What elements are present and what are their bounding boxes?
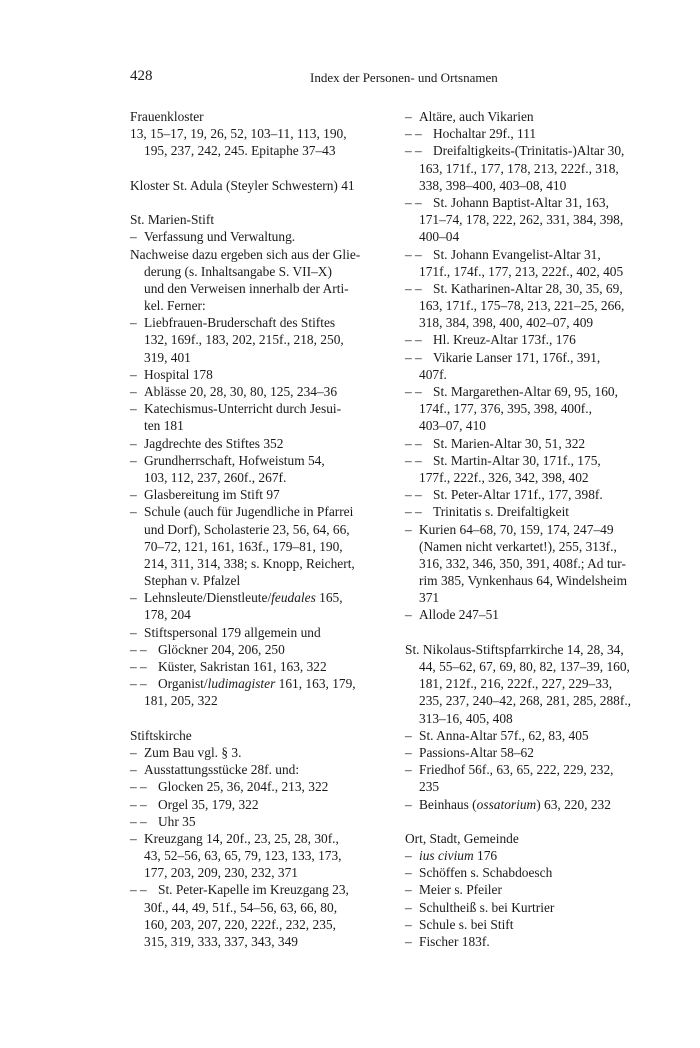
entry-text: 318, 384, 398, 400, 402–07, 409 <box>419 315 594 331</box>
entry-text: Orgel 35, 179, 322 <box>158 796 259 812</box>
index-entry-line <box>405 503 661 520</box>
index-entry-line <box>130 142 386 159</box>
index-entry-line <box>130 899 386 916</box>
entry-text: 315, 319, 333, 337, 343, 349 <box>144 934 298 949</box>
index-entry-line <box>405 435 661 452</box>
index-entry-line <box>405 555 661 572</box>
entry-text: Hospital 178 <box>144 366 213 382</box>
entry-italic: ius civium <box>419 848 474 864</box>
entry-text: Friedhof 56f., 63, 65, 222, 229, 232, <box>419 762 614 778</box>
entry-text: 181, 212f., 216, 222f., 227, 229–33, <box>419 676 613 692</box>
index-entry-line <box>405 899 661 916</box>
subentry-dash <box>405 744 419 761</box>
index-entry-line <box>405 366 661 383</box>
subentry-dash <box>130 641 158 658</box>
subentry-dash <box>405 899 419 916</box>
index-entry-line <box>405 486 661 503</box>
index-entry-line <box>130 263 386 280</box>
index-entry-line <box>405 383 661 400</box>
subentry-dash <box>405 881 419 898</box>
entry-text: Organist/ <box>158 676 208 692</box>
index-entry-line <box>405 228 661 245</box>
entry-text: 30f., 44, 49, 51f., 54–56, 63, 66, 80, <box>144 899 338 915</box>
index-entry-line <box>130 847 386 864</box>
index-entry-line <box>405 194 661 211</box>
entry-text: Kurien 64–68, 70, 159, 174, 247–49 <box>419 521 614 537</box>
index-entry-line <box>130 589 386 606</box>
entry-text: Lehnsleute/Dienstleute/ <box>144 590 272 606</box>
subentry-dash <box>405 916 419 933</box>
subentry-dash <box>130 830 144 847</box>
entry-text: 316, 332, 346, 350, 391, 408f.; Ad tur- <box>419 555 626 571</box>
entry-text: Vikarie Lanser 171, 176f., 391, <box>433 349 601 365</box>
index-entry-line <box>405 331 661 348</box>
index-entry-line <box>405 727 661 744</box>
entry-text: 160, 203, 207, 220, 222f., 232, 235, <box>144 916 336 932</box>
index-entry-line <box>130 744 386 761</box>
index-entry-line <box>405 881 661 898</box>
entry-text: Schule (auch für Jugendliche in Pfarrei <box>144 504 354 520</box>
subentry-dash <box>130 658 158 675</box>
entry-text: 163, 171f., 175–78, 213, 221–25, 266, <box>419 298 625 314</box>
entry-text: Zum Bau vgl. § 3. <box>144 744 242 760</box>
entry-text: Kreuzgang 14, 20f., 23, 25, 28, 30f., <box>144 830 339 846</box>
entry-text: Altäre, auch Vikarien <box>419 109 534 124</box>
index-entry-line <box>405 142 661 159</box>
entry-text: Meier s. Pfeiler <box>419 882 502 898</box>
index-entry-line <box>405 606 661 623</box>
entry-text: St. Johann Evangelist-Altar 31, <box>433 246 601 262</box>
index-entry-line <box>130 469 386 486</box>
subentry-dash <box>130 744 144 761</box>
index-entry-line <box>405 263 661 280</box>
blank-line <box>405 813 661 830</box>
subentry-dash <box>130 624 144 641</box>
index-entry-line <box>405 710 661 727</box>
index-entry-line <box>405 469 661 486</box>
index-entry-line <box>130 314 386 331</box>
entry-text: 43, 52–56, 63, 65, 79, 123, 133, 173, <box>144 848 342 864</box>
entry-text: 338, 398–400, 403–08, 410 <box>419 177 567 193</box>
blank-line <box>130 194 386 211</box>
index-entry-line <box>130 675 386 692</box>
index-entry-line <box>405 658 661 675</box>
entry-text: Liebfrauen-Bruderschaft des Stiftes <box>144 315 336 331</box>
entry-text: Nachweise dazu ergeben sich aus der Glie- <box>130 246 361 262</box>
entry-italic: ossatorium <box>476 796 537 812</box>
entry-text: 313–16, 405, 408 <box>419 710 513 726</box>
entry-text: und Dorf), Scholasterie 23, 56, 64, 66, <box>144 521 350 537</box>
subentry-dash <box>405 435 433 452</box>
index-entry-line <box>130 572 386 589</box>
entry-text-after: ) 63, 220, 232 <box>536 796 611 812</box>
index-entry-line <box>130 727 386 744</box>
index-entry-line <box>405 589 661 606</box>
subentry-dash <box>130 778 158 795</box>
running-title: Index der Personen- und Ortsnamen <box>310 70 498 85</box>
index-entry-line <box>130 538 386 555</box>
entry-text: 235, 237, 240–42, 268, 281, 285, 288f., <box>419 693 632 709</box>
entry-text: Küster, Sakristan 161, 163, 322 <box>158 659 327 674</box>
subentry-dash <box>405 761 419 778</box>
index-entry-line <box>405 761 661 778</box>
subentry-dash <box>405 864 419 881</box>
index-entry-line <box>130 452 386 469</box>
entry-text: St. Anna-Altar 57f., 62, 83, 405 <box>419 727 589 743</box>
index-entry-line <box>130 658 386 675</box>
subentry-dash <box>405 847 419 864</box>
index-entry-line <box>130 813 386 830</box>
entry-text: St. Peter-Kapelle im Kreuzgang 23, <box>158 882 349 898</box>
page-number: 428 <box>130 68 153 84</box>
index-entry-line <box>130 383 386 400</box>
subentry-dash <box>405 521 419 538</box>
entry-text: Frauenkloster <box>130 109 204 124</box>
entry-text: 371 <box>419 590 440 606</box>
entry-text: St. Peter-Altar 171f., 177, 398f. <box>433 487 603 503</box>
subentry-dash <box>130 503 144 520</box>
blank-line <box>405 624 661 641</box>
index-entry-line <box>405 125 661 142</box>
entry-text: 403–07, 410 <box>419 418 486 434</box>
index-entry-line <box>130 916 386 933</box>
subentry-dash <box>130 796 158 813</box>
index-entry-line <box>130 125 386 142</box>
subentry-dash <box>405 194 433 211</box>
index-entry-line <box>405 796 661 813</box>
index-entry-line <box>130 641 386 658</box>
index-entry-line <box>130 864 386 881</box>
entry-text: Uhr 35 <box>158 813 196 829</box>
index-entry-line <box>405 108 661 125</box>
index-entry-line <box>405 933 661 950</box>
subentry-dash <box>130 761 144 778</box>
entry-text: Katechismus-Unterricht durch Jesui- <box>144 401 342 417</box>
index-entry-line <box>130 761 386 778</box>
subentry-dash <box>130 486 144 503</box>
entry-text: 103, 112, 237, 260f., 267f. <box>144 469 287 485</box>
entry-text: 319, 401 <box>144 349 191 365</box>
entry-text: Schultheiß s. bei Kurtrier <box>419 899 555 915</box>
index-entry-line <box>130 692 386 709</box>
entry-text: 163, 171f., 177, 178, 213, 222f., 318, <box>419 160 619 176</box>
entry-text: Jagdrechte des Stiftes 352 <box>144 435 284 451</box>
index-entry-line <box>130 246 386 263</box>
index-entry-line <box>405 417 661 434</box>
subentry-dash <box>405 125 433 142</box>
index-entry-line <box>405 538 661 555</box>
index-entry-line <box>130 280 386 297</box>
entry-text: 13, 15–17, 19, 26, 52, 103–11, 113, 190, <box>130 126 347 142</box>
subentry-dash <box>130 675 158 692</box>
index-entry-line <box>130 331 386 348</box>
index-entry-line <box>405 847 661 864</box>
index-entry-line <box>130 521 386 538</box>
entry-italic: ludimagister <box>207 676 276 692</box>
index-entry-line <box>405 830 661 847</box>
entry-text: (Namen nicht verkartet!), 255, 313f., <box>419 538 617 554</box>
entry-text: 195, 237, 242, 245. Epitaphe 37–43 <box>144 143 336 159</box>
index-entry-line <box>405 744 661 761</box>
blank-line <box>130 160 386 177</box>
index-entry-line <box>130 177 386 194</box>
subentry-dash <box>130 383 144 400</box>
index-entry-line <box>130 881 386 898</box>
entry-text: Dreifaltigkeits-(Trinitatis-)Altar 30, <box>433 143 625 159</box>
subentry-dash <box>130 589 144 606</box>
subentry-dash <box>405 727 419 744</box>
entry-text: 174f., 177, 376, 395, 398, 400f., <box>419 401 592 417</box>
entry-text: Glocken 25, 36, 204f., 213, 322 <box>158 779 329 795</box>
subentry-dash <box>130 400 144 417</box>
entry-italic: feudales <box>271 590 316 606</box>
entry-text: 70–72, 121, 161, 163f., 179–81, 190, <box>144 538 343 554</box>
entry-text: Passions-Altar 58–62 <box>419 744 534 760</box>
index-entry-line <box>130 933 386 950</box>
subentry-dash <box>405 331 433 348</box>
index-entry-line <box>130 400 386 417</box>
blank-line <box>130 710 386 727</box>
entry-text: Ablässe 20, 28, 30, 80, 125, 234–36 <box>144 384 338 399</box>
index-entry-line <box>405 675 661 692</box>
entry-text: Hochaltar 29f., 111 <box>433 126 537 142</box>
index-entry-line <box>130 435 386 452</box>
index-entry-line <box>130 108 386 125</box>
entry-text: Hl. Kreuz-Altar 173f., 176 <box>433 332 576 348</box>
index-entry-line <box>130 503 386 520</box>
entry-text: 181, 205, 322 <box>144 693 218 709</box>
entry-text: Stiftskirche <box>130 727 192 743</box>
entry-text: 171f., 174f., 177, 213, 222f., 402, 405 <box>419 263 624 279</box>
entry-text: Allode 247–51 <box>419 607 499 623</box>
index-entry-line <box>130 417 386 434</box>
entry-text: 407f. <box>419 366 447 382</box>
index-entry-line <box>130 555 386 572</box>
entry-text: 177, 203, 209, 230, 232, 371 <box>144 865 298 881</box>
entry-text: Verfassung und Verwaltung. <box>144 229 296 245</box>
entry-text: Ort, Stadt, Gemeinde <box>405 830 519 846</box>
subentry-dash <box>405 349 433 366</box>
entry-text: Ausstattungsstücke 28f. und: <box>144 762 300 778</box>
entry-text: und den Verweisen innerhalb der Arti- <box>144 280 349 296</box>
entry-text: 400–04 <box>419 229 460 245</box>
subentry-dash <box>405 486 433 503</box>
index-entry-line <box>405 314 661 331</box>
entry-text-after: 161, 163, 179, <box>275 676 356 692</box>
index-column-left <box>130 108 386 950</box>
index-entry-line <box>405 641 661 658</box>
subentry-dash <box>130 452 144 469</box>
subentry-dash <box>405 383 433 400</box>
index-entry-line <box>130 211 386 228</box>
entry-text-after: 165, <box>315 590 343 606</box>
index-entry-line <box>405 778 661 795</box>
index-entry-line <box>130 366 386 383</box>
entry-text: Glasbereitung im Stift 97 <box>144 487 280 503</box>
entry-text-after: 176 <box>473 848 498 864</box>
entry-text: Trinitatis s. Dreifaltigkeit <box>433 504 570 520</box>
subentry-dash <box>405 606 419 623</box>
index-column-right <box>405 108 661 950</box>
index-entry-line <box>130 624 386 641</box>
index-entry-line <box>130 486 386 503</box>
index-entry-line <box>130 297 386 314</box>
index-entry-line <box>405 452 661 469</box>
index-entry-line <box>405 400 661 417</box>
index-entry-line <box>405 916 661 933</box>
index-entry-line <box>405 297 661 314</box>
subentry-dash <box>405 280 433 297</box>
subentry-dash <box>130 228 144 245</box>
index-entry-line <box>130 349 386 366</box>
entry-text: St. Johann Baptist-Altar 31, 163, <box>433 194 609 210</box>
index-entry-line <box>405 349 661 366</box>
entry-text: 44, 55–62, 67, 69, 80, 82, 137–39, 160, <box>419 659 630 674</box>
entry-text: Stiftspersonal 179 allgemein und <box>144 624 321 640</box>
subentry-dash <box>405 246 433 263</box>
index-entry-line <box>405 160 661 177</box>
entry-text: Kloster St. Adula (Steyler Schwestern) 41 <box>130 177 355 193</box>
index-entry-line <box>405 280 661 297</box>
subentry-dash <box>405 503 433 520</box>
index-entry-line <box>130 796 386 813</box>
index-entry-line <box>405 177 661 194</box>
entry-text: derung (s. Inhaltsangabe S. VII–X) <box>144 263 332 279</box>
subentry-dash <box>130 366 144 383</box>
index-entry-line <box>130 830 386 847</box>
entry-text: 235 <box>419 779 440 795</box>
index-entry-line <box>130 778 386 795</box>
entry-text: Schule s. bei Stift <box>419 916 514 932</box>
subentry-dash <box>405 796 419 813</box>
entry-text: St. Marien-Altar 30, 51, 322 <box>433 435 586 451</box>
subentry-dash <box>405 933 419 950</box>
entry-text: St. Nikolaus-Stiftspfarrkirche 14, 28, 34, <box>405 641 624 657</box>
entry-text: Schöffen s. Schabdoesch <box>419 865 553 881</box>
entry-text: 177f., 222f., 326, 342, 398, 402 <box>419 469 589 485</box>
subentry-dash <box>130 314 144 331</box>
subentry-dash <box>405 142 433 159</box>
entry-text: St. Marien-Stift <box>130 212 215 228</box>
index-entry-line <box>405 246 661 263</box>
entry-text: Grundherrschaft, Hofweistum 54, <box>144 452 325 468</box>
index-entry-line <box>405 211 661 228</box>
subentry-dash <box>130 435 144 452</box>
index-entry-line <box>405 521 661 538</box>
subentry-dash <box>405 108 419 125</box>
entry-text: 178, 204 <box>144 607 191 623</box>
entry-text: 132, 169f., 183, 202, 215f., 218, 250, <box>144 332 344 348</box>
index-entry-line <box>405 692 661 709</box>
entry-text: Glöckner 204, 206, 250 <box>158 641 285 657</box>
subentry-dash <box>405 452 433 469</box>
entry-text: Beinhaus ( <box>419 796 477 812</box>
entry-text: 171–74, 178, 222, 262, 331, 384, 398, <box>419 212 624 228</box>
entry-text: kel. Ferner: <box>144 298 206 314</box>
entry-text: Fischer 183f. <box>419 934 490 949</box>
index-entry-line <box>405 572 661 589</box>
index-entry-line <box>130 606 386 623</box>
entry-text: ten 181 <box>144 418 184 434</box>
subentry-dash <box>130 881 158 898</box>
entry-text: St. Katharinen-Altar 28, 30, 35, 69, <box>433 280 623 296</box>
entry-text: 214, 311, 314, 338; s. Knopp, Reichert, <box>144 555 355 571</box>
index-entry-line <box>405 864 661 881</box>
entry-text: Stephan v. Pfalzel <box>144 573 241 589</box>
subentry-dash <box>130 813 158 830</box>
entry-text: rim 385, Vynkenhaus 64, Windelsheim <box>419 573 627 589</box>
index-entry-line <box>130 228 386 245</box>
entry-text: St. Margarethen-Altar 69, 95, 160, <box>433 384 618 399</box>
entry-text: St. Martin-Altar 30, 171f., 175, <box>433 452 601 468</box>
